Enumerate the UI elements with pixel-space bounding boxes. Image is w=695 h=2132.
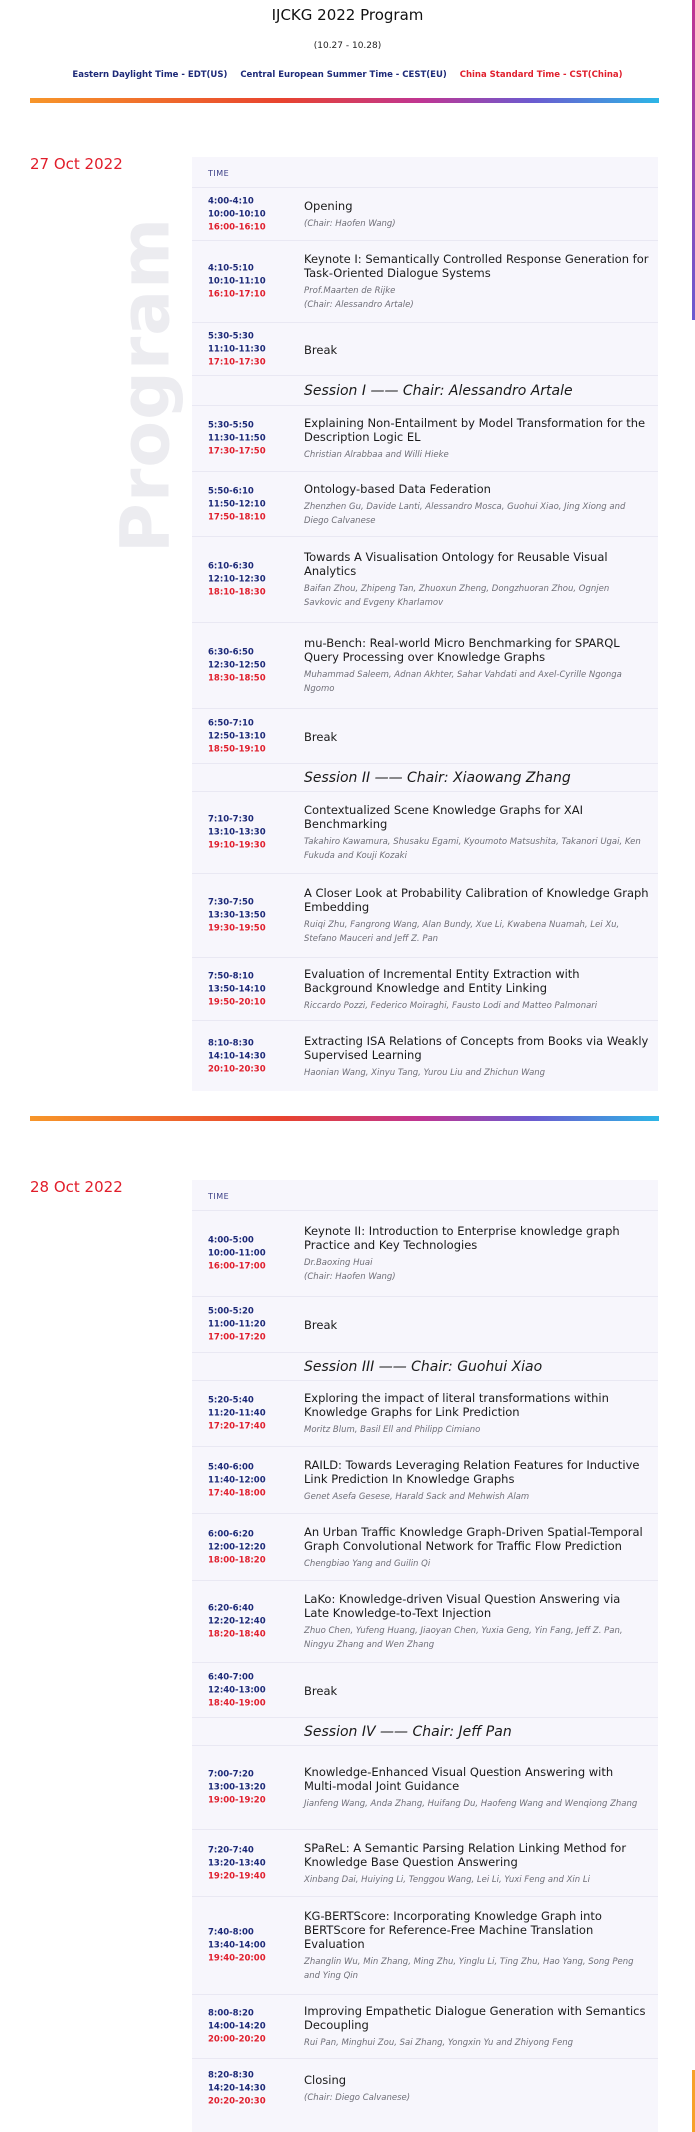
- time-slot: 7:20-7:40 13:20-13:40 19:20-19:40: [208, 1845, 266, 1881]
- event-content: [304, 1765, 649, 1811]
- time-slot: 8:10-8:30 14:10-14:30 20:10-20:30: [208, 1038, 266, 1074]
- paper-authors: Haonian Wang, Xinyu Tang, Yurou Liu and Zhichun Wang: [304, 1067, 546, 1078]
- schedule-row: [192, 1829, 658, 1897]
- paper-authors: Zhanglin Wu, Min Zhang, Ming Zhu, Yinglu Li, Ting Zhu, Hao Yang, Song Peng and Ying Qin: [304, 1957, 634, 1981]
- event-content: [304, 1034, 649, 1080]
- paper-title: mu-Bench: Real-world Micro Benchmarking for SPARQL Query Processing over Knowledge Graphs: [304, 636, 620, 664]
- event-title: Break: [304, 1683, 338, 1698]
- schedule-row: [192, 1662, 658, 1718]
- session-title: Session I —— Chair: Alessandro Artale: [304, 383, 573, 399]
- time-slot: 5:50-6:10 11:50-12:10 17:50-18:10: [208, 486, 266, 522]
- paper-authors: Baifan Zhou, Zhipeng Tan, Zhuoxun Zheng, Dongzhuoran Zhou, Ognjen Savkovic and Evgeny Kharlamov: [304, 584, 610, 608]
- event-title: Break: [304, 342, 338, 357]
- event-content: [304, 252, 649, 312]
- schedule-row: [192, 1020, 658, 1092]
- event-chair: (Chair: Haofen Wang): [304, 1272, 396, 1282]
- schedule-row: [192, 873, 658, 958]
- event-speaker: Dr.Baoxing Huai: [304, 1258, 373, 1268]
- time-slot: 7:30-7:50 13:30-13:50 19:30-19:50: [208, 897, 266, 934]
- schedule-row: [192, 708, 658, 764]
- time-slot: 4:10-5:10 10:10-11:10 16:10-17:10: [208, 263, 266, 300]
- paper-title: A Closer Look at Probability Calibration of Knowledge Graph Embedding: [304, 886, 649, 914]
- event-content: [304, 2073, 649, 2105]
- date-range: (10.27 - 10.28): [313, 41, 382, 51]
- paper-authors: Ruiqi Zhu, Fangrong Wang, Alan Bundy, Xue Li, Kwabena Nuamah, Lei Xu, Stefano Mauceri and Jeff Z. Pan: [304, 920, 620, 944]
- event-title: Opening: [304, 198, 353, 213]
- event-speaker: Prof.Maarten de Rijke: [304, 286, 396, 296]
- paper-authors: Moritz Blum, Basil Ell and Philipp Cimiano: [304, 1425, 481, 1435]
- time-slot: 6:00-6:20 12:00-12:20 18:00-18:20: [208, 1529, 266, 1565]
- page-title: IJCKG 2022 Program: [271, 6, 424, 24]
- schedule-row: [192, 1994, 658, 2059]
- paper-title: KG-BERTScore: Incorporating Knowledge Graph into BERTScore for Reference-Free Machine Translation Evaluation: [304, 1909, 602, 1951]
- paper-authors: Rui Pan, Minghui Zou, Sai Zhang, Yongxin Yu and Zhiyong Feng: [304, 2038, 573, 2048]
- schedule-day1: [192, 157, 658, 1091]
- time-slot: 6:30-6:50 12:30-12:50 18:30-18:50: [208, 647, 266, 684]
- time-slot: 8:00-8:20 14:00-14:20 20:00-20:20: [208, 2008, 266, 2045]
- session-title: Session III —— Chair: Guohui Xiao: [304, 1359, 543, 1375]
- schedule-row: [192, 957, 658, 1021]
- event-content: [304, 199, 649, 231]
- paper-authors: Takahiro Kawamura, Shusaku Egami, Kyoumoto Matsushita, Takanori Ugai, Ken Fukuda and Kouji Kozaki: [304, 837, 641, 861]
- program-watermark: Program: [106, 216, 186, 554]
- schedule-row: [192, 1580, 658, 1663]
- schedule-row: [192, 536, 658, 623]
- gradient-divider: [30, 1116, 659, 1121]
- schedule-row: [192, 471, 658, 537]
- time-slot: 7:10-7:30 13:10-13:30 19:10-19:30: [208, 814, 266, 851]
- event-content: [304, 550, 649, 610]
- paper-title: An Urban Traffic Knowledge Graph-Driven Spatial-Temporal Graph Convolutional Network for Traffic Flow Prediction: [304, 1524, 643, 1553]
- event-chair: (Chair: Haofen Wang): [304, 218, 396, 229]
- schedule-row: [192, 1296, 658, 1353]
- schedule-row: [192, 1210, 658, 1297]
- event-content: [304, 343, 649, 357]
- session-header: [192, 1717, 658, 1746]
- event-title: Closing: [304, 2073, 347, 2087]
- time-slot: 7:50-8:10 13:50-14:10 19:50-20:10: [208, 971, 266, 1007]
- event-content: [304, 886, 649, 946]
- event-content: [304, 2004, 649, 2050]
- paper-authors: Zhenzhen Gu, Davide Lanti, Alessandro Mosca, Guohui Xiao, Jing Xiong and Diego Calvanese: [304, 501, 626, 526]
- time-slot: 4:00-5:00 10:00-11:00 16:00-17:00: [208, 1235, 266, 1272]
- time-slot: 6:10-6:30 12:10-12:30 18:10-18:30: [208, 561, 266, 598]
- schedule-row: [192, 1896, 658, 1995]
- day-label: 28 Oct 2022: [30, 1178, 123, 1196]
- schedule-row: [192, 2058, 658, 2119]
- event-title: Break: [304, 729, 338, 744]
- event-content: [304, 1458, 649, 1504]
- event-content: [304, 803, 649, 863]
- schedule-day2: [192, 1180, 658, 2132]
- timezone-edt: Eastern Daylight Time - EDT(US): [72, 70, 228, 80]
- event-title: Keynote II: Introduction to Enterprise knowledge graph Practice and Key Technologies: [304, 1224, 620, 1252]
- event-content: [304, 416, 649, 462]
- paper-title: Ontology-based Data Federation: [304, 481, 491, 496]
- event-chair: (Chair: Alessandro Artale): [304, 300, 414, 310]
- schedule-row: [192, 622, 658, 709]
- time-slot: 5:40-6:00 11:40-12:00 17:40-18:00: [208, 1462, 266, 1498]
- schedule-row: [192, 322, 658, 376]
- event-content: [304, 482, 649, 528]
- session-header: [192, 1352, 658, 1381]
- event-content: [304, 1391, 649, 1437]
- paper-authors: Christian Alrabbaa and Willi Hieke: [304, 450, 449, 460]
- paper-title: Evaluation of Incremental Entity Extraction with Background Knowledge and Entity Linking: [304, 966, 580, 995]
- time-slot: 7:40-8:00 13:40-14:00 19:40-20:00: [208, 1927, 266, 1964]
- time-slot: 6:40-7:00 12:40-13:00 18:40-19:00: [208, 1672, 266, 1708]
- schedule-row: [192, 1380, 658, 1447]
- time-slot: 8:20-8:30 14:20-14:30 20:20-20:30: [208, 2070, 266, 2107]
- day-label: 27 Oct 2022: [30, 155, 123, 173]
- schedule-row: [192, 405, 658, 472]
- session-header: [192, 375, 658, 406]
- paper-title: LaKo: Knowledge-driven Visual Question Answering via Late Knowledge-to-Text Injection: [304, 1592, 621, 1620]
- time-slot: 4:00-4:10 10:00-10:10 16:00-16:10: [208, 196, 266, 232]
- paper-title: Improving Empathetic Dialogue Generation with Semantics Decoupling: [304, 2004, 646, 2032]
- time-slot: 7:00-7:20 13:00-13:20 19:00-19:20: [208, 1769, 266, 1806]
- paper-title: Explaining Non-Entailment by Model Transformation for the Description Logic EL: [304, 416, 646, 444]
- event-content: [304, 730, 649, 744]
- session-title: Session IV —— Chair: Jeff Pan: [304, 1724, 512, 1740]
- gradient-divider: [30, 98, 659, 103]
- paper-authors: Muhammad Saleem, Adnan Akhter, Sahar Vahdati and Axel-Cyrille Ngonga Ngomo: [304, 670, 622, 694]
- paper-title: Exploring the impact of literal transformations within Knowledge Graphs for Link Prediction: [304, 1391, 609, 1419]
- time-column-header: TIME: [208, 169, 230, 178]
- schedule-row: [192, 240, 658, 323]
- event-title: Break: [304, 1318, 338, 1332]
- event-content: [304, 1224, 649, 1284]
- time-slot: 6:20-6:40 12:20-12:40 18:20-18:40: [208, 1603, 266, 1640]
- time-slot: 5:00-5:20 11:00-11:20 17:00-17:20: [208, 1306, 266, 1343]
- paper-title: SPaReL: A Semantic Parsing Relation Linking Method for Knowledge Base Question Answering: [304, 1840, 627, 1869]
- schedule-row: [192, 1513, 658, 1581]
- event-content: [304, 1684, 649, 1698]
- paper-title: Contextualized Scene Knowledge Graphs for XAI Benchmarking: [304, 803, 583, 831]
- paper-authors: Genet Asefa Gesese, Harald Sack and Mehwish Alam: [304, 1491, 530, 1502]
- event-content: [304, 1592, 649, 1652]
- paper-title: Knowledge-Enhanced Visual Question Answering with Multi-modal Joint Guidance: [304, 1765, 614, 1793]
- timezone-legend: [0, 70, 695, 80]
- event-content: [304, 636, 649, 696]
- session-header: [192, 763, 658, 792]
- paper-authors: Chengbiao Yang and Guilin Qi: [304, 1558, 431, 1569]
- event-content: [304, 1525, 649, 1571]
- paper-authors: Jianfeng Wang, Anda Zhang, Huifang Du, Haofeng Wang and Wenqiong Zhang: [304, 1799, 638, 1809]
- schedule-row: [192, 187, 658, 241]
- time-slot: 5:30-5:50 11:30-11:50 17:30-17:50: [208, 420, 266, 457]
- paper-title: Extracting ISA Relations of Concepts from Books via Weakly Supervised Learning: [304, 1033, 649, 1062]
- timezone-cest: Central European Summer Time - CEST(EU): [240, 70, 447, 80]
- paper-authors: Xinbang Dai, Huiying Li, Tenggou Wang, Lei Li, Yuxi Feng and Xin Li: [304, 1874, 590, 1885]
- timezone-cst: China Standard Time - CST(China): [459, 70, 623, 80]
- time-column-header: TIME: [208, 1192, 230, 1201]
- schedule-row: [192, 1446, 658, 1514]
- paper-authors: Riccardo Pozzi, Federico Moiraghi, Fausto Lodi and Matteo Palmonari: [304, 1000, 598, 1011]
- time-slot: 5:30-5:30 11:10-11:30 17:10-17:30: [208, 331, 266, 367]
- paper-title: RAILD: Towards Leveraging Relation Features for Inductive Link Prediction In Knowledge Graphs: [304, 1457, 640, 1486]
- schedule-row: [192, 1745, 658, 1830]
- time-slot: 6:50-7:10 12:50-13:10 18:50-19:10: [208, 718, 266, 754]
- paper-authors: Zhuo Chen, Yufeng Huang, Jiaoyan Chen, Yuxia Geng, Yin Fang, Jeff Z. Pan, Ningyu Zhang and Wen Zhang: [304, 1626, 623, 1650]
- event-content: [304, 1841, 649, 1887]
- schedule-row: [192, 791, 658, 874]
- event-content: [304, 967, 649, 1013]
- time-slot: 5:20-5:40 11:20-11:40 17:20-17:40: [208, 1395, 266, 1432]
- event-content: [304, 1318, 649, 1332]
- event-title: Keynote I: Semantically Controlled Response Generation for Task-Oriented Dialogue Systems: [304, 252, 649, 280]
- event-content: [304, 1909, 649, 1983]
- paper-title: Towards A Visualisation Ontology for Reusable Visual Analytics: [304, 550, 608, 578]
- event-chair: (Chair: Diego Calvanese): [304, 2093, 411, 2103]
- session-title: Session II —— Chair: Xiaowang Zhang: [304, 770, 571, 786]
